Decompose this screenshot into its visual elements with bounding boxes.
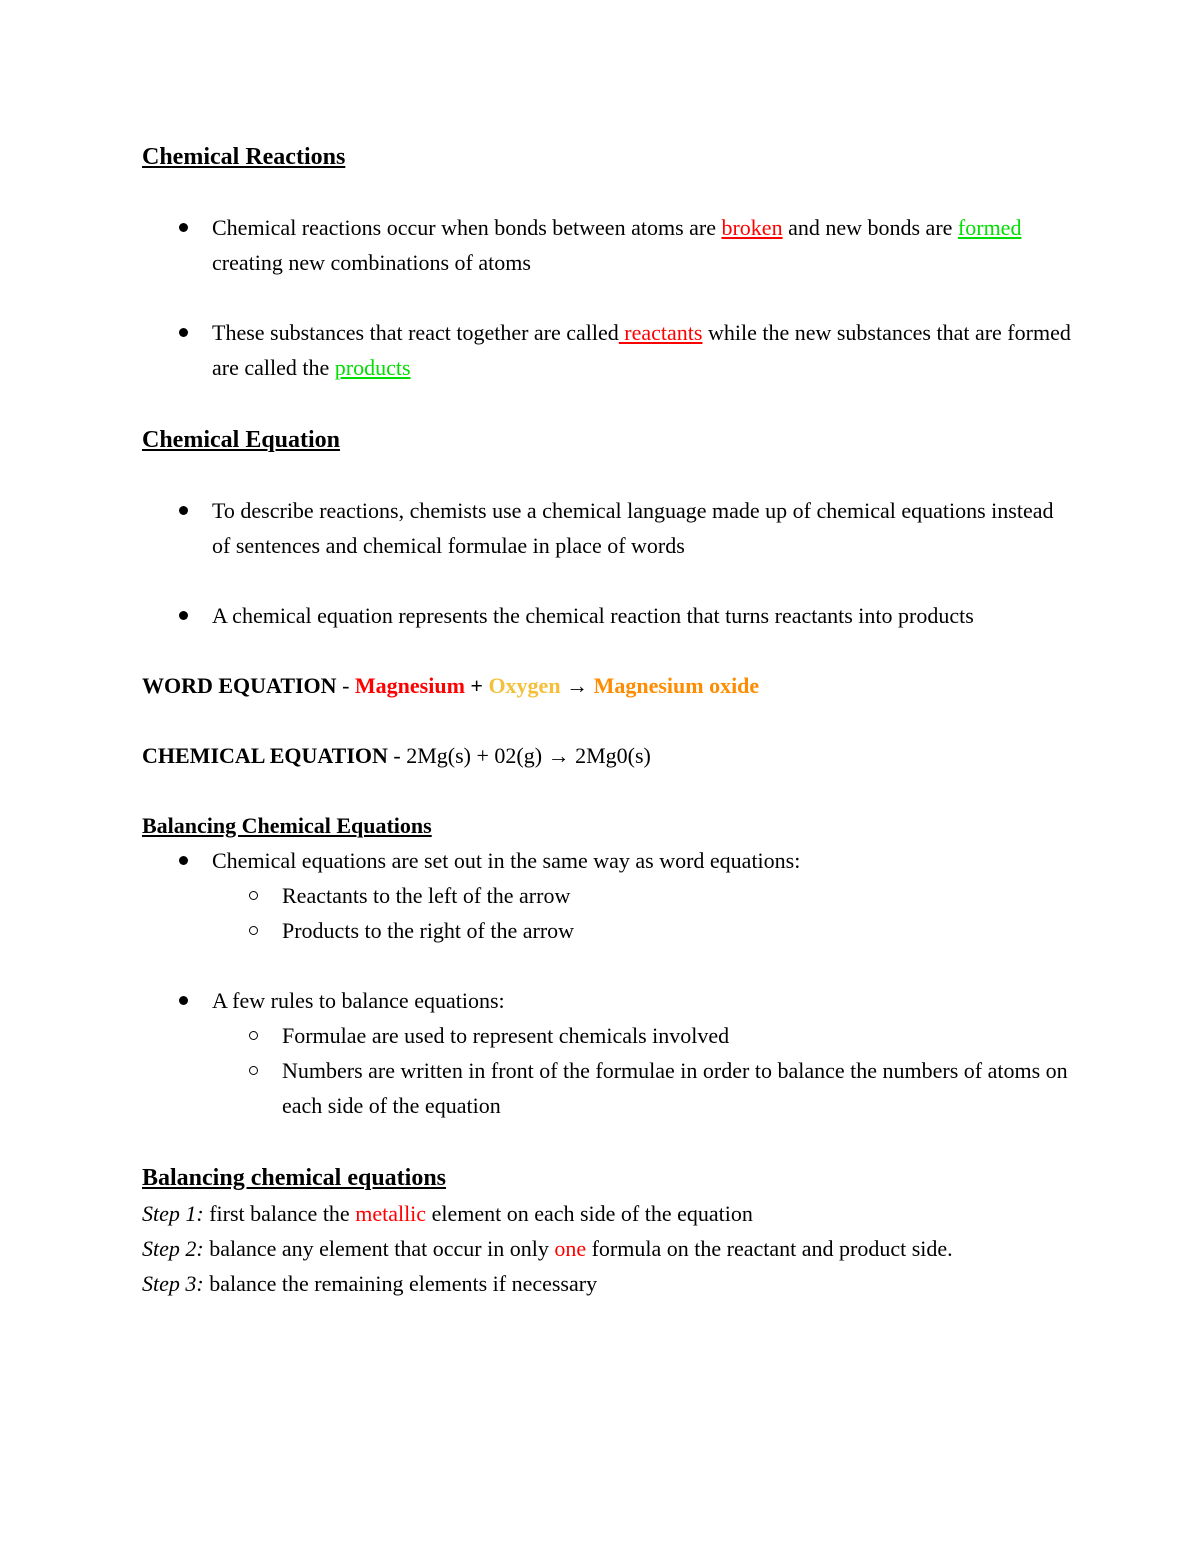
sub-list-item: Reactants to the left of the arrow	[212, 878, 1072, 913]
term-formed: formed	[957, 215, 1022, 240]
reactions-list	[142, 210, 1072, 385]
text: first balance the	[203, 1201, 356, 1226]
term-broken: broken	[721, 215, 783, 240]
heading-chemical-reactions: Chemical Reactions	[142, 144, 346, 170]
equation-list	[142, 493, 1072, 633]
text: balance the remaining elements if necessary	[203, 1271, 598, 1296]
list-item	[142, 315, 1072, 385]
term-reactants: reactants	[618, 320, 703, 345]
sub-list-item: Formulae are used to represent chemicals involved	[212, 1018, 1072, 1053]
word-equation	[142, 668, 1072, 703]
arrow: →	[560, 673, 594, 698]
step-label: Step 1:	[142, 1201, 204, 1226]
step-2	[142, 1231, 1072, 1266]
word-equation-label: WORD EQUATION	[142, 673, 337, 698]
balancing-list	[142, 843, 1072, 1123]
sub-list-item: Products to the right of the arrow	[212, 913, 1072, 948]
text: Chemical equations are set out in the same way as word equations:	[212, 848, 801, 873]
heading-balancing-chemical-equations-steps: Balancing chemical equations	[142, 1165, 447, 1191]
sub-list-item: Numbers are written in front of the formulae in order to balance the numbers of atoms on each side of the equation	[212, 1053, 1072, 1123]
text: and new bonds are	[782, 215, 958, 240]
chemical-equation-text: - 2Mg(s) + 02(g) → 2Mg0(s)	[387, 743, 651, 768]
term-metallic: metallic	[355, 1201, 427, 1226]
chemical-equation-label: CHEMICAL EQUATION	[142, 743, 388, 768]
text: These substances that react together are called	[212, 320, 619, 345]
text: element on each side of the equation	[426, 1201, 753, 1226]
sub-list	[212, 1018, 1072, 1123]
list-item	[142, 210, 1072, 280]
text: while the new substances that are formed are called the	[212, 320, 1071, 380]
chemical-equation	[142, 738, 1072, 773]
term-products: products	[334, 355, 411, 380]
text: formula on the reactant and product side.	[586, 1236, 953, 1261]
text: creating new combinations of atoms	[212, 250, 531, 275]
step-1	[142, 1196, 1072, 1231]
sub-list	[212, 878, 1072, 948]
plus-sign: +	[464, 673, 489, 698]
step-label: Step 3:	[142, 1271, 204, 1296]
heading-balancing-chemical-equations: Balancing Chemical Equations	[142, 813, 432, 838]
text: -	[336, 673, 355, 698]
step-label: Step 2:	[142, 1236, 204, 1261]
product-magnesium-oxide: Magnesium oxide	[593, 673, 760, 698]
list-item	[142, 843, 1072, 948]
heading-chemical-equation: Chemical Equation	[142, 427, 341, 453]
list-item: To describe reactions, chemists use a chemical language made up of chemical equations instead of sentences and chemical formulae in place of words	[142, 493, 1072, 563]
text: Chemical reactions occur when bonds between atoms are	[212, 215, 722, 240]
text: A few rules to balance equations:	[212, 988, 505, 1013]
reactant-oxygen: Oxygen	[488, 673, 561, 698]
list-item	[142, 983, 1072, 1123]
step-3	[142, 1266, 1072, 1301]
text: balance any element that occur in only	[203, 1236, 555, 1261]
document-page	[142, 140, 1072, 1301]
reactant-magnesium: Magnesium	[354, 673, 465, 698]
term-one: one	[554, 1236, 587, 1261]
list-item: A chemical equation represents the chemical reaction that turns reactants into products	[142, 598, 1072, 633]
